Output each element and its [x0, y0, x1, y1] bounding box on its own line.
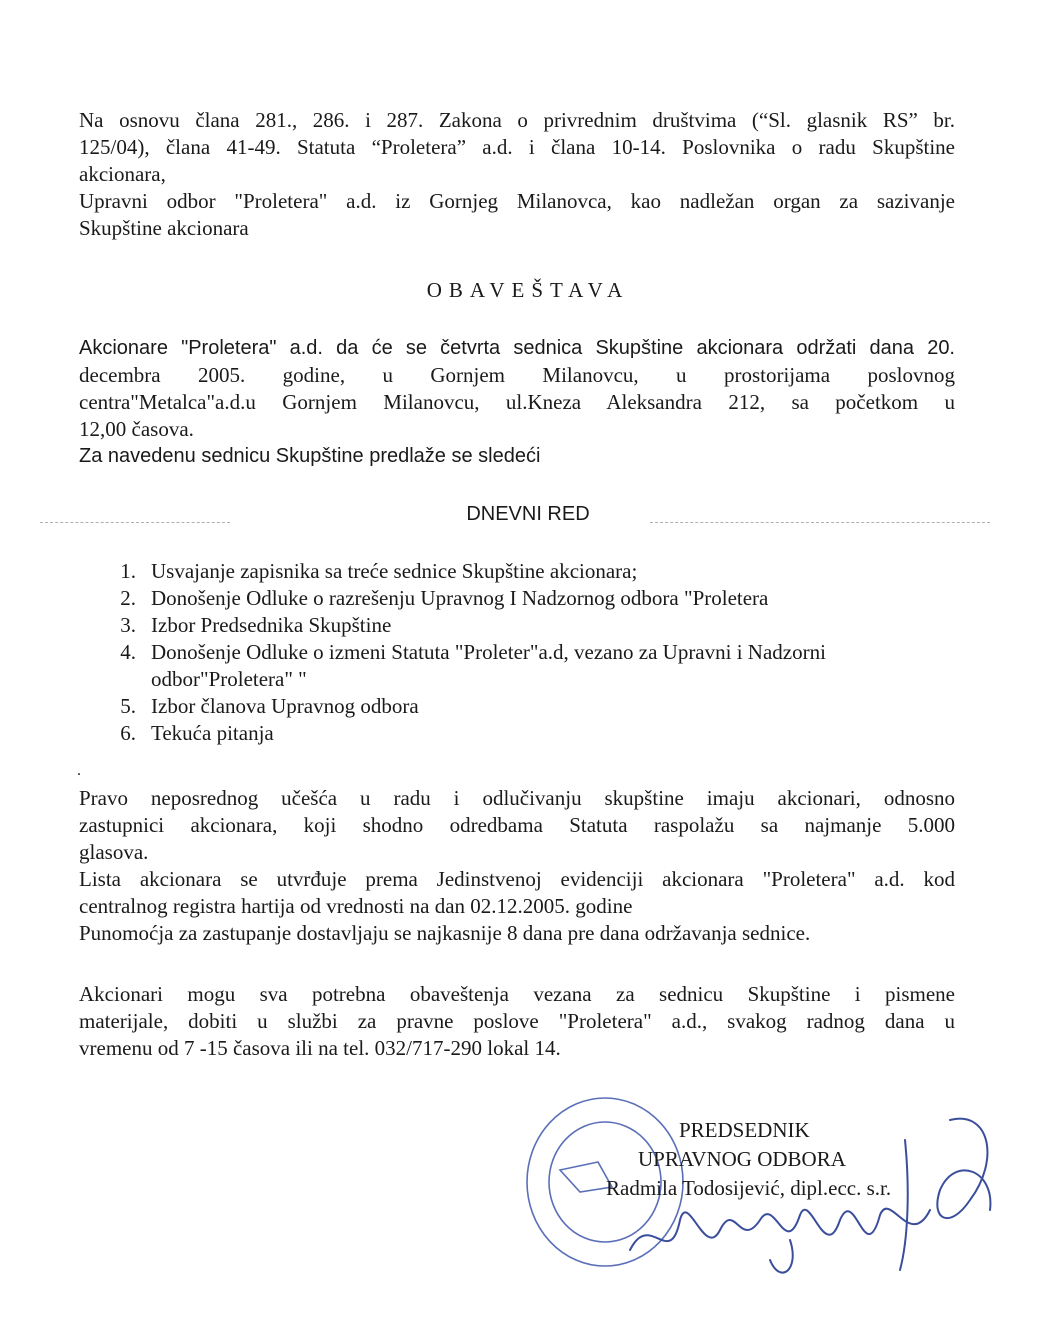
agenda-title: DNEVNI RED — [466, 503, 590, 525]
info-line: Akcionari mogu sva potrebna obaveštenja vezana za sednicu Skupštine i pismene — [79, 982, 955, 1006]
agenda-item: 3. Izbor Predsednika Skupštine — [120, 613, 392, 637]
rights-line: Lista akcionara se utvrđuje prema Jedinstvenoj evidenciji akcionara "Proletera" a.d. kod — [79, 867, 955, 891]
rights-line: Punomoćja za zastupanje dostavljaju se najkasnije 8 dana pre dana održavanja sednice. — [79, 921, 811, 945]
notice-line: Za navedenu sednicu Skupštine predlaže se sledeći — [79, 445, 541, 467]
notice-line: centra"Metalca"a.d.u Gornjem Milanovcu, ul.Kneza Aleksandra 212, sa početkom u — [79, 390, 955, 414]
notice-heading: OBAVEŠTAVA — [426, 278, 630, 302]
agenda-item: 6. Tekuća pitanja — [120, 721, 274, 745]
divider-right — [650, 522, 990, 524]
signatory-name: Radmila Todosijević, dipl.ecc. s.r. — [606, 1176, 892, 1200]
signature-title-2: UPRAVNOG ODBORA — [638, 1147, 846, 1171]
rights-line: zastupnici akcionara, koji shodno odredbama Statuta raspolažu sa najmanje 5.000 — [79, 813, 955, 837]
agenda-item: 4. Donošenje Odluke o izmeni Statuta "Proleter"a.d, vezano za Upravni i Nadzorni odbor"Proletera" " — [120, 640, 826, 691]
stamp-emblem — [560, 1162, 612, 1192]
agenda-list — [108, 558, 958, 747]
intro-line: 125/04), člana 41-49. Statuta “Proletera” a.d. i člana 10-14. Poslovnika o radu Skupštine — [79, 135, 955, 159]
intro-line: Na osnovu člana 281., 286. i 287. Zakona o privrednim društvima (“Sl. glasnik RS” br. — [79, 108, 955, 132]
notice-line: 12,00 časova. — [79, 417, 194, 441]
info-line: materijale, dobiti u službi za pravne poslove "Proletera" a.d., svakog radnog dana u — [79, 1009, 955, 1033]
rights-line: glasova. — [79, 840, 149, 864]
agenda-item: 2. Donošenje Odluke o razrešenju Upravnog I Nadzornog odbora "Proletera — [120, 586, 769, 610]
rights-line: Pravo neposrednog učešća u radu i odlučivanju skupštine imaju akcionari, odnosno — [79, 786, 955, 810]
rights-line: centralnog registra hartija od vrednosti na dan 02.12.2005. godine — [79, 894, 633, 918]
agenda-item: 5. Izbor članova Upravnog odbora — [120, 694, 419, 718]
stray-dot: . — [77, 762, 81, 779]
agenda-item: 1. Usvajanje zapisnika sa treće sednice Skupštine akcionara; — [120, 559, 638, 583]
rights-paragraph — [79, 785, 955, 947]
intro-line: Skupštine akcionara — [79, 216, 249, 240]
intro-paragraph — [79, 107, 955, 242]
signature-title-1: PREDSEDNIK — [679, 1118, 810, 1142]
info-line: vremenu od 7 -15 časova ili na tel. 032/717-290 lokal 14. — [79, 1036, 561, 1060]
intro-line: akcionara, — [79, 162, 166, 186]
info-paragraph — [79, 981, 955, 1062]
notice-line: decembra 2005. godine, u Gornjem Milanovcu, u prostorijama poslovnog — [79, 363, 955, 387]
intro-line: Upravni odbor "Proletera" a.d. iz Gornjeg Milanovca, kao nadležan organ za sazivanje — [79, 189, 955, 213]
handwritten-signature — [610, 1100, 1010, 1285]
notice-line: Akcionare "Proletera" a.d. da će se četvrta sednica Skupštine akcionara održati dana 20. — [79, 337, 955, 359]
notice-paragraph — [79, 335, 955, 470]
